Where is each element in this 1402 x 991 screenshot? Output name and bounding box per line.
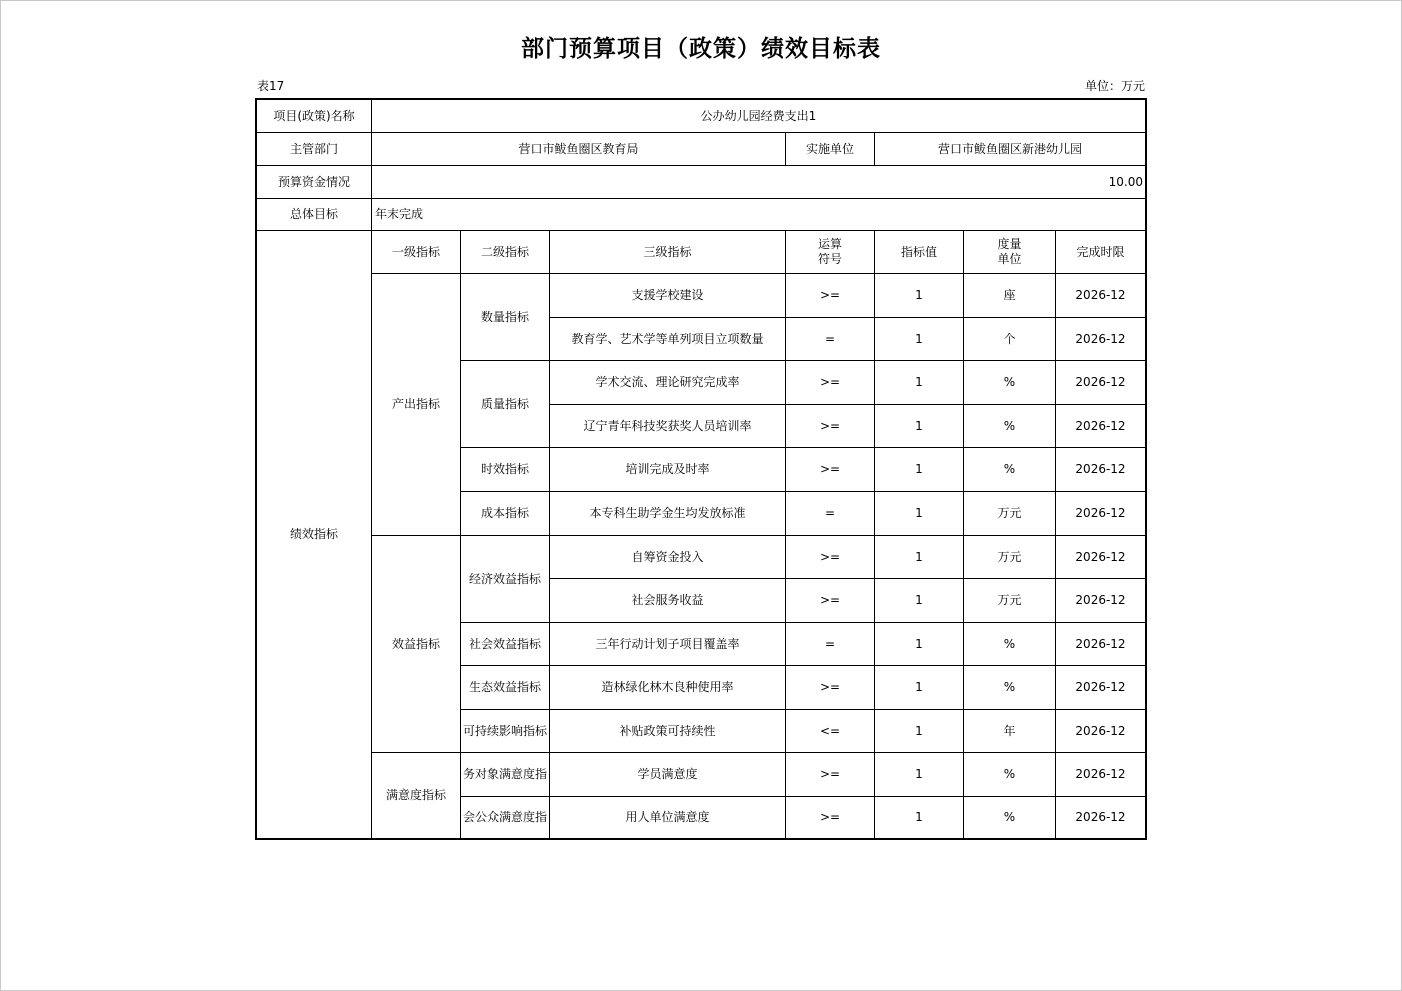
indicator-unit: 个 (964, 318, 1056, 361)
level2-public-satisfaction: 会公众满意度指 (461, 797, 550, 840)
table-number: 表17 (257, 79, 285, 93)
header-value: 指标值 (875, 231, 964, 274)
level2-quality: 质量指标 (461, 361, 550, 448)
performance-table (255, 98, 1147, 840)
indicator-unit: 万元 (964, 492, 1056, 536)
indicator-name: 社会服务收益 (550, 579, 786, 623)
impl-value: 营口市鲅鱼圈区新港幼儿园 (875, 133, 1147, 166)
indicator-unit: % (964, 361, 1056, 405)
indicator-deadline: 2026-12 (1056, 666, 1147, 710)
indicator-operator: >= (786, 753, 875, 797)
dept-label: 主管部门 (257, 133, 372, 166)
indicator-value: 1 (875, 623, 964, 666)
indicator-name: 造林绿化林木良种使用率 (550, 666, 786, 710)
indicator-value: 1 (875, 710, 964, 753)
level2-quantity: 数量指标 (461, 274, 550, 361)
indicator-name: 本专科生助学金生均发放标准 (550, 492, 786, 536)
indicator-value: 1 (875, 405, 964, 448)
page-title: 部门预算项目（政策）绩效目标表 (521, 36, 881, 62)
indicator-operator: >= (786, 536, 875, 579)
header-unit: 度量 单位 (964, 231, 1056, 274)
indicator-operator: = (786, 318, 875, 361)
indicator-unit: 座 (964, 274, 1056, 318)
indicator-deadline: 2026-12 (1056, 579, 1147, 623)
indicator-operator: >= (786, 405, 875, 448)
indicator-deadline: 2026-12 (1056, 536, 1147, 579)
indicator-name: 支援学校建设 (550, 274, 786, 318)
indicator-unit: % (964, 623, 1056, 666)
level1-output: 产出指标 (372, 274, 461, 536)
level2-economic: 经济效益指标 (461, 536, 550, 623)
level2-timeliness: 时效指标 (461, 448, 550, 492)
indicator-operator: >= (786, 666, 875, 710)
indicator-deadline: 2026-12 (1056, 492, 1147, 536)
indicator-value: 1 (875, 666, 964, 710)
indicator-deadline: 2026-12 (1056, 797, 1147, 840)
indicator-deadline: 2026-12 (1056, 361, 1147, 405)
indicator-value: 1 (875, 448, 964, 492)
indicator-unit: % (964, 753, 1056, 797)
indicator-name: 自筹资金投入 (550, 536, 786, 579)
indicator-deadline: 2026-12 (1056, 405, 1147, 448)
indicator-name: 教育学、艺术学等单列项目立项数量 (550, 318, 786, 361)
indicators-section-label: 绩效指标 (257, 231, 372, 840)
goal-value: 年末完成 (372, 199, 1147, 231)
goal-label: 总体目标 (257, 199, 372, 231)
indicator-deadline: 2026-12 (1056, 448, 1147, 492)
indicator-unit: % (964, 666, 1056, 710)
indicator-unit: 万元 (964, 536, 1056, 579)
level2-service-satisfaction: 务对象满意度指 (461, 753, 550, 797)
indicator-name: 培训完成及时率 (550, 448, 786, 492)
header-level3: 三级指标 (550, 231, 786, 274)
indicator-deadline: 2026-12 (1056, 318, 1147, 361)
header-deadline: 完成时限 (1056, 231, 1147, 274)
dept-value: 营口市鲅鱼圈区教育局 (372, 133, 786, 166)
indicator-value: 1 (875, 797, 964, 840)
indicator-name: 补贴政策可持续性 (550, 710, 786, 753)
indicator-unit: 万元 (964, 579, 1056, 623)
indicator-operator: >= (786, 361, 875, 405)
unit-label: 单位：万元 (1084, 79, 1145, 93)
indicator-value: 1 (875, 274, 964, 318)
indicator-name: 学术交流、理论研究完成率 (550, 361, 786, 405)
indicator-name: 三年行动计划子项目覆盖率 (550, 623, 786, 666)
budget-value: 10.00 (372, 166, 1147, 199)
level1-satisfaction: 满意度指标 (372, 753, 461, 840)
indicator-name: 学员满意度 (550, 753, 786, 797)
project-name-value: 公办幼儿园经费支出1 (372, 100, 1147, 133)
level2-sustainable: 可持续影响指标 (461, 710, 550, 753)
level2-ecological: 生态效益指标 (461, 666, 550, 710)
indicator-unit: 年 (964, 710, 1056, 753)
indicator-name: 辽宁青年科技奖获奖人员培训率 (550, 405, 786, 448)
level2-cost: 成本指标 (461, 492, 550, 536)
indicator-deadline: 2026-12 (1056, 753, 1147, 797)
indicator-value: 1 (875, 318, 964, 361)
level1-benefit: 效益指标 (372, 536, 461, 753)
indicator-operator: >= (786, 274, 875, 318)
header-level2: 二级指标 (461, 231, 550, 274)
indicator-deadline: 2026-12 (1056, 710, 1147, 753)
indicator-name: 用人单位满意度 (550, 797, 786, 840)
indicator-value: 1 (875, 579, 964, 623)
budget-label: 预算资金情况 (257, 166, 372, 199)
indicator-operator: >= (786, 448, 875, 492)
indicator-deadline: 2026-12 (1056, 274, 1147, 318)
indicator-operator: = (786, 623, 875, 666)
header-operator: 运算 符号 (786, 231, 875, 274)
header-level1: 一级指标 (372, 231, 461, 274)
indicator-operator: <= (786, 710, 875, 753)
indicator-operator: >= (786, 797, 875, 840)
impl-label: 实施单位 (786, 133, 875, 166)
indicator-operator: >= (786, 579, 875, 623)
indicator-operator: = (786, 492, 875, 536)
level2-social: 社会效益指标 (461, 623, 550, 666)
indicator-unit: % (964, 448, 1056, 492)
indicator-value: 1 (875, 753, 964, 797)
indicator-value: 1 (875, 536, 964, 579)
indicator-unit: % (964, 405, 1056, 448)
indicator-deadline: 2026-12 (1056, 623, 1147, 666)
indicator-value: 1 (875, 361, 964, 405)
indicator-unit: % (964, 797, 1056, 840)
indicator-value: 1 (875, 492, 964, 536)
project-name-label: 项目(政策)名称 (257, 100, 372, 133)
